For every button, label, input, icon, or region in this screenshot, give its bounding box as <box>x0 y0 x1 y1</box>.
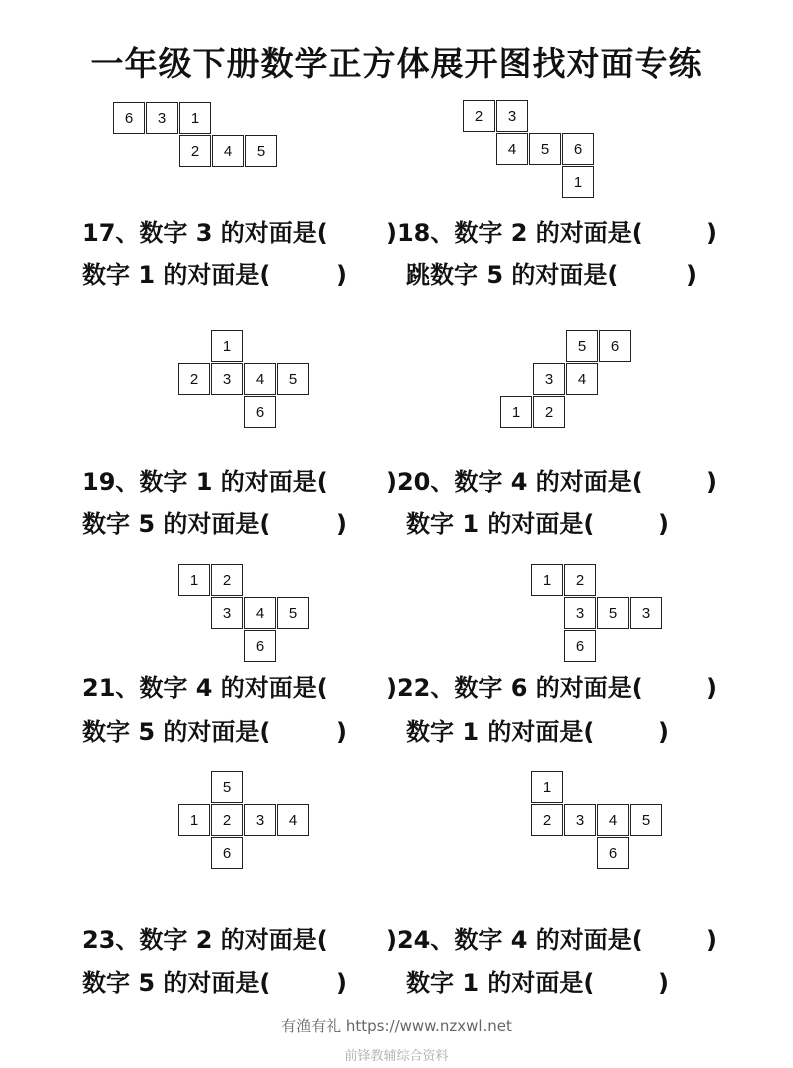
net-cell: 1 <box>178 804 210 836</box>
question-24b: 数字 1 的对面是( <box>406 969 595 997</box>
net-cell: 6 <box>113 102 145 134</box>
net-cell: 3 <box>244 804 276 836</box>
net-cell: 1 <box>531 771 563 803</box>
close-paren-19b: ) <box>336 510 347 538</box>
net-cell: 4 <box>277 804 309 836</box>
net-cell: 1 <box>562 166 594 198</box>
footer-source: 前锋教辅综合资料 <box>344 1049 449 1064</box>
net-cell: 6 <box>597 837 629 869</box>
question-20b: 数字 1 的对面是( <box>406 510 595 538</box>
net-cell: 3 <box>146 102 178 134</box>
close-paren-18a: ) <box>706 219 717 247</box>
net-cell: 3 <box>211 597 243 629</box>
net-cell: 6 <box>211 837 243 869</box>
net-cell: 6 <box>244 630 276 662</box>
question-19b: 数字 5 的对面是( <box>82 510 271 538</box>
close-paren-22b: ) <box>658 718 669 746</box>
net-cell: 4 <box>597 804 629 836</box>
net-cell: 6 <box>564 630 596 662</box>
net-cell: 1 <box>211 330 243 362</box>
question-21a: 21、数字 4 的对面是( <box>82 674 328 702</box>
net-cell: 2 <box>463 100 495 132</box>
close-paren-24b: ) <box>658 969 669 997</box>
net-cell: 5 <box>277 597 309 629</box>
net-cell: 5 <box>211 771 243 803</box>
net-cell: 6 <box>562 133 594 165</box>
close-paren-24a: ) <box>706 926 717 954</box>
close-paren-21b: ) <box>336 718 347 746</box>
net-cell: 6 <box>244 396 276 428</box>
net-cell: 4 <box>496 133 528 165</box>
net-cell: 3 <box>496 100 528 132</box>
question-18a: )18、数字 2 的对面是( <box>386 219 643 247</box>
net-cell: 2 <box>533 396 565 428</box>
net-cell: 2 <box>564 564 596 596</box>
net-cell: 4 <box>566 363 598 395</box>
close-paren-18b: ) <box>686 261 697 289</box>
net-cell: 2 <box>531 804 563 836</box>
question-23b: 数字 5 的对面是( <box>82 969 271 997</box>
net-cell: 5 <box>630 804 662 836</box>
net-cell: 4 <box>212 135 244 167</box>
question-23a: 23、数字 2 的对面是( <box>82 926 328 954</box>
net-cell: 1 <box>500 396 532 428</box>
close-paren-17b: ) <box>336 261 347 289</box>
net-cell: 5 <box>529 133 561 165</box>
net-cell: 2 <box>211 564 243 596</box>
net-cell: 5 <box>277 363 309 395</box>
net-cell: 3 <box>211 363 243 395</box>
net-cell: 3 <box>630 597 662 629</box>
net-cell: 1 <box>531 564 563 596</box>
question-24a: )24、数字 4 的对面是( <box>386 926 643 954</box>
question-18b: 跳数字 5 的对面是( <box>406 261 619 289</box>
net-cell: 3 <box>564 597 596 629</box>
net-cell: 2 <box>178 363 210 395</box>
question-17b: 数字 1 的对面是( <box>82 261 271 289</box>
close-paren-20b: ) <box>658 510 669 538</box>
footer-website: 有渔有礼 https://www.nzxwl.net <box>281 1017 512 1035</box>
net-cell: 6 <box>599 330 631 362</box>
net-cell: 2 <box>211 804 243 836</box>
close-paren-20a: ) <box>706 468 717 496</box>
net-cell: 3 <box>533 363 565 395</box>
net-cell: 1 <box>179 102 211 134</box>
question-19a: 19、数字 1 的对面是( <box>82 468 328 496</box>
net-cell: 2 <box>179 135 211 167</box>
net-cell: 4 <box>244 363 276 395</box>
question-20a: )20、数字 4 的对面是( <box>386 468 643 496</box>
net-cell: 5 <box>245 135 277 167</box>
net-cell: 1 <box>178 564 210 596</box>
question-17a: 17、数字 3 的对面是( <box>82 219 328 247</box>
close-paren-23b: ) <box>336 969 347 997</box>
question-21b: 数字 5 的对面是( <box>82 718 271 746</box>
net-cell: 3 <box>564 804 596 836</box>
close-paren-22a: ) <box>706 674 717 702</box>
net-cell: 5 <box>566 330 598 362</box>
net-cell: 4 <box>244 597 276 629</box>
question-22b: 数字 1 的对面是( <box>406 718 595 746</box>
net-cell: 5 <box>597 597 629 629</box>
question-22a: )22、数字 6 的对面是( <box>386 674 643 702</box>
page-title: 一年级下册数学正方体展开图找对面专练 <box>90 44 703 83</box>
